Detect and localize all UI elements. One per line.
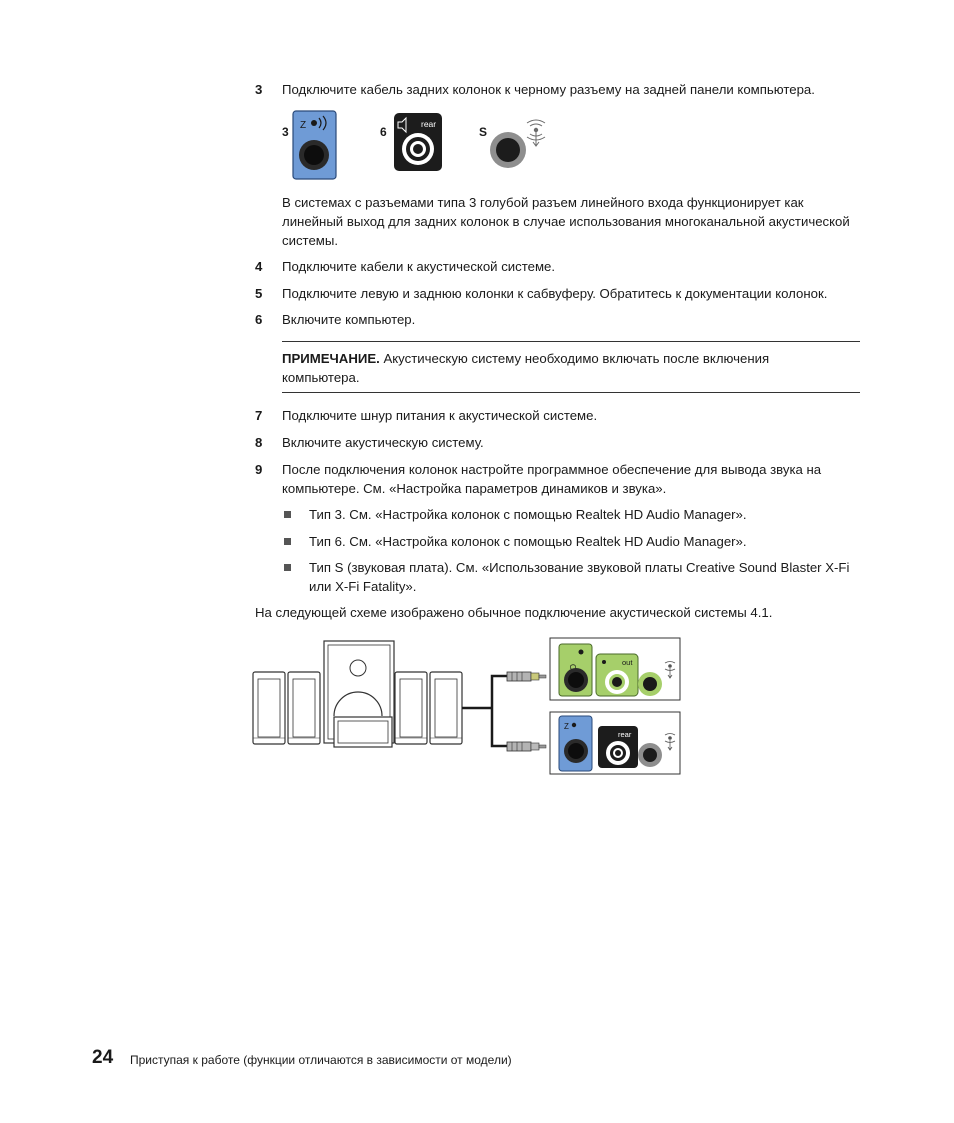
bullet-icon <box>284 511 291 518</box>
step-number: 6 <box>255 312 263 327</box>
step-number: 3 <box>255 82 263 97</box>
note-box <box>282 341 860 393</box>
right-speakers-icon <box>395 672 462 744</box>
jack-type-s-icon <box>488 118 550 170</box>
front-out-jack-panel-icon <box>550 638 680 700</box>
note-text: Акустическую систему необходимо включать после включения компьютера. <box>282 351 770 385</box>
jack-rear-text: rear <box>618 730 632 739</box>
cable-icon <box>462 672 546 751</box>
step-number: 7 <box>255 408 263 423</box>
step-text: Подключите кабель задних колонок к черному разъему на задней панели компьютера. <box>282 82 815 97</box>
diagram-intro: На следующей схеме изображено обычное подключение акустической системы 4.1. <box>255 605 773 620</box>
jack-type-3-icon <box>292 110 337 180</box>
step-text: Подключите шнур питания к акустической системе. <box>282 408 598 423</box>
note-label: ПРИМЕЧАНИЕ. <box>282 351 380 366</box>
svg-text:Z: Z <box>564 722 569 731</box>
left-speakers-icon <box>253 672 320 744</box>
step-number: 8 <box>255 435 263 450</box>
bullet-icon <box>284 538 291 545</box>
step-text: Подключите кабели к акустической системе. <box>282 259 556 274</box>
step-number: 4 <box>255 259 263 274</box>
step-text: Подключите левую и заднюю колонки к сабвуферу. Обратитесь к документации колонок. <box>282 286 828 301</box>
speaker-connection-diagram <box>252 636 684 778</box>
jack-type-3-label: 3 <box>282 125 289 139</box>
step-text: Включите акустическую систему. <box>282 435 484 450</box>
jack-rear-text: rear <box>421 119 437 129</box>
step-text: После подключения колонок настройте программное обеспечение для вывода звука на компьютере. См. «Настройка параметров динамиков и звука». <box>282 462 822 496</box>
jack-type-s-label: S <box>479 125 488 139</box>
step-text: Включите компьютер. <box>282 312 416 327</box>
page-number: 24 <box>92 1047 114 1068</box>
rear-out-jack-panel-icon <box>550 712 680 774</box>
step-number: 5 <box>255 286 263 301</box>
svg-text:Z: Z <box>300 120 307 131</box>
bullet-icon <box>284 564 291 571</box>
jack-out-text: out <box>622 658 633 667</box>
type3-explanation: В системах с разъемами типа 3 голубой разъем линейного входа функционирует как линейный выход для задних колонок в случае использования многоканальной акустической системы. <box>282 195 850 248</box>
subwoofer-icon <box>324 641 394 747</box>
jack-type-6-label: 6 <box>380 125 387 139</box>
step-number: 9 <box>255 462 263 477</box>
jack-type-6-icon <box>393 112 443 172</box>
footer-text: Приступая к работе (функции отличаются в зависимости от модели) <box>130 1053 512 1067</box>
